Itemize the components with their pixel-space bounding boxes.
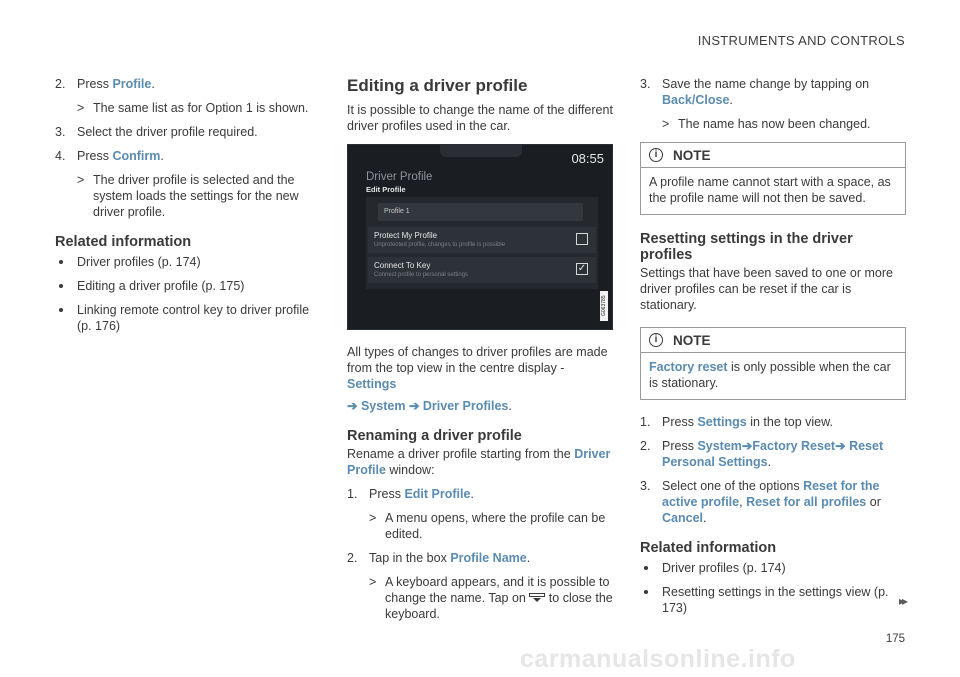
keyword-driver-profiles: Driver Profiles (422, 399, 509, 413)
step-3 (55, 124, 310, 140)
keyword-reset-active: Reset for the active profile (662, 479, 880, 509)
image-caption-path (347, 398, 613, 414)
keyword-reset-personal-settings: Reset Personal Settings (662, 439, 884, 469)
step-number: 2. (640, 439, 651, 453)
step-text: Press (662, 439, 698, 453)
step-number: 3. (640, 77, 651, 91)
row-sublabel: Connect profile to personal settings (374, 272, 469, 278)
step-number: 2. (347, 551, 358, 565)
step-text-end: in the top view. (746, 415, 833, 429)
column-right (640, 76, 906, 624)
reset-step-2 (640, 438, 906, 470)
checkbox-unchecked-icon (576, 233, 588, 245)
arrow-right-icon: ➔ (347, 399, 358, 413)
protect-profile-row (368, 227, 596, 253)
screen-notch (440, 145, 522, 157)
step-number: 1. (640, 415, 651, 429)
result-text: The driver profile is selected and the system loads the settings for the new driver profile. (93, 173, 299, 219)
step-text: Press (77, 149, 113, 163)
related-list (55, 254, 310, 334)
step-text-end: . (151, 77, 155, 91)
step-sep: , (739, 495, 747, 509)
note-text: is only possible when the car is stationary. (649, 360, 891, 390)
arrow-right-icon: ➔ (835, 439, 846, 453)
step-number: 3. (55, 125, 66, 139)
step-text-end: . (470, 487, 474, 501)
step-number: 4. (55, 149, 66, 163)
step-text-end: . (767, 455, 772, 469)
step-text-end: . (703, 511, 707, 525)
related-link[interactable]: Editing a driver profile (p. 175) (55, 278, 310, 294)
screen-panel (366, 197, 598, 289)
keyword-confirm: Confirm (112, 149, 161, 163)
step-text-end: . (526, 551, 531, 565)
rename-step-1 (347, 486, 613, 502)
page-header: INSTRUMENTS AND CONTROLS (697, 33, 905, 48)
result-text: A menu opens, where the profile can be edited. (385, 511, 606, 541)
keyword-cancel: Cancel (662, 511, 703, 525)
result-text: The same list as for Option 1 is shown. (93, 101, 309, 115)
note-body: A profile name cannot start with a space, as the profile name will not then be saved. (649, 175, 891, 205)
result-text: The name has now been changed. (678, 117, 871, 131)
rename-step-3-result (640, 116, 906, 132)
step-4 (55, 148, 310, 164)
screen-subtitle: Edit Profile (366, 185, 406, 194)
note-body (641, 353, 905, 399)
step-text-end: . (160, 149, 164, 163)
rename-step-2-result (347, 574, 613, 622)
centre-display-screenshot (347, 144, 613, 330)
section-intro: It is possible to change the name of the different driver profiles used in the car. (347, 103, 613, 133)
reset-step-3 (640, 478, 906, 526)
image-code: G063785 (600, 291, 608, 321)
step-text: Select one of the options (662, 479, 804, 493)
note-title: NOTE (673, 147, 711, 163)
keyword-settings: Settings (347, 377, 397, 391)
result-marker: > (77, 173, 85, 187)
related-heading: Related information (55, 234, 192, 250)
arrow-right-icon: ➔ (408, 399, 420, 413)
result-marker: > (77, 101, 85, 115)
row-label: Connect To Key (374, 261, 431, 270)
result-marker: > (662, 117, 670, 131)
step-text: Select the driver profile required. (77, 125, 258, 139)
step-text: Save the name change by tapping on (662, 77, 870, 91)
keyword-system: System (697, 439, 742, 453)
screen-clock: 08:55 (571, 151, 604, 166)
keyword-factory-reset: Factory Reset (752, 439, 836, 453)
column-middle (347, 76, 613, 630)
reset-step-1 (640, 414, 906, 430)
screen-title: Driver Profile (366, 171, 433, 183)
intro-text: Rename a driver profile starting from the (347, 447, 575, 461)
keyword-system: System (360, 399, 406, 413)
reset-intro: Settings that have been saved to one or more driver profiles can be reset if the car is stationary. (640, 266, 893, 312)
checkbox-checked-icon: ✓ (577, 263, 587, 274)
result-marker: > (369, 511, 377, 525)
keyword-profile: Profile (112, 77, 152, 91)
arrow-right-icon: ➔ (741, 439, 753, 453)
note-header (641, 328, 905, 353)
profile-name-field: Profile 1 (378, 203, 583, 221)
column-left (55, 76, 310, 342)
next-page-arrows-icon: ▸▸ (898, 594, 905, 608)
step-text: Press (662, 415, 698, 429)
rename-step-3 (640, 76, 906, 108)
step-2 (55, 76, 310, 92)
step-number: 3. (640, 479, 651, 493)
step-number: 2. (55, 77, 66, 91)
keyword-settings: Settings (697, 415, 747, 429)
info-icon: i (649, 148, 663, 162)
note-box-1 (640, 142, 906, 215)
step-2-result (55, 100, 310, 116)
related-link[interactable]: Linking remote control key to driver profile (p. 176) (55, 302, 310, 334)
watermark: carmanualsonline.info (520, 645, 796, 673)
intro-text-end: window: (385, 463, 435, 477)
section-heading: Editing a driver profile (347, 76, 528, 95)
info-icon: i (649, 333, 663, 347)
keyboard-close-icon (529, 593, 545, 603)
rename-step-2 (347, 550, 613, 566)
step-text: Tap in the box (369, 551, 451, 565)
step-text: Press (77, 77, 113, 91)
caption-end: . (508, 399, 512, 413)
related-list (640, 560, 906, 616)
step-text: Press (369, 487, 405, 501)
caption-text: All types of changes to driver profiles are made from the top view in the centre display - (347, 345, 608, 375)
note-title: NOTE (673, 332, 711, 348)
keyword-edit-profile: Edit Profile (404, 487, 471, 501)
related-link[interactable]: Resetting settings in the settings view (p. 173) (640, 584, 906, 616)
step-sep: or (866, 495, 881, 509)
step-text-end: . (729, 93, 733, 107)
step-number: 1. (347, 487, 358, 501)
result-text: A keyboard appears, and it is possible to change the name. Tap on (385, 575, 610, 605)
connect-key-row (368, 257, 596, 283)
related-link[interactable]: Driver profiles (p. 174) (55, 254, 310, 270)
reset-heading: Resetting settings in the driver profiles (640, 231, 853, 263)
note-header (641, 143, 905, 168)
rename-intro (347, 446, 613, 478)
note-box-2 (640, 327, 906, 400)
rename-heading: Renaming a driver profile (347, 428, 522, 444)
step-4-result (55, 172, 310, 220)
keyword-back-close: Back/Close (662, 93, 730, 107)
keyword-reset-all: Reset for all profiles (746, 495, 867, 509)
result-text-end: to close the keyboard. (385, 591, 613, 621)
result-marker: > (369, 575, 377, 589)
keyword-factory-reset: Factory reset (649, 360, 728, 374)
related-link[interactable]: Driver profiles (p. 174) (640, 560, 906, 576)
page-number: 175 (885, 633, 905, 645)
row-sublabel: Unprotected profile, changes to profile is possible (374, 242, 506, 248)
related-heading: Related information (640, 540, 777, 556)
row-label: Protect My Profile (374, 231, 438, 240)
image-caption (347, 344, 613, 392)
rename-step-1-result (347, 510, 613, 542)
keyword-driver-profile: Driver Profile (347, 447, 611, 477)
keyword-profile-name: Profile Name (450, 551, 527, 565)
